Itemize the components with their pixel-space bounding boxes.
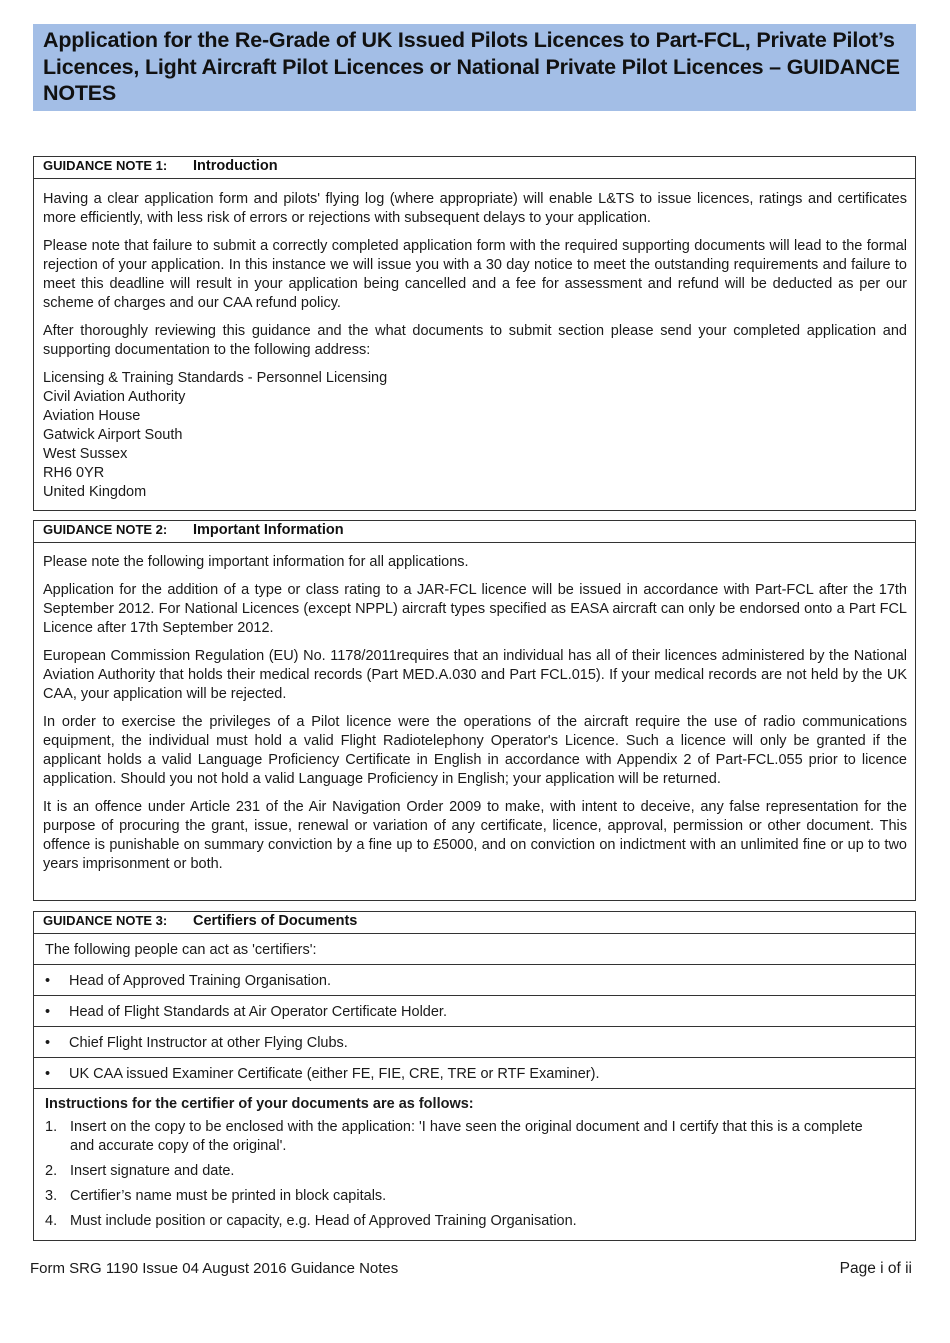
guidance-note-2-header (34, 521, 915, 543)
instruction-text: Insert signature and date. (70, 1163, 235, 1179)
guidance-note-1 (33, 156, 916, 511)
certifier-text: Head of Flight Standards at Air Operator Certificate Holder. (69, 1004, 447, 1020)
paragraph: After thoroughly reviewing this guidance and the what documents to submit section please send your completed application and supporting documentation to the following address: (43, 323, 907, 358)
paragraph: Application for the addition of a type or class rating to a JAR-FCL licence will be issued in accordance with Part-FCL after the 17th September 2012. For National Licences (except NPPL) aircraft types specified as EASA aircraft can only be endorsed onto a Part FCL Licence after 17th September 2012. (43, 582, 907, 636)
guidance-note-1-number: GUIDANCE NOTE 1: (43, 158, 168, 173)
certifier-item (34, 996, 915, 1027)
guidance-note-2-number: GUIDANCE NOTE 2: (43, 522, 168, 537)
guidance-note-3 (33, 911, 916, 1241)
address-line: Licensing & Training Standards - Personnel Licensing (43, 370, 388, 386)
guidance-note-2 (33, 520, 916, 901)
guidance-note-1-heading: Introduction (193, 158, 278, 174)
guidance-note-3-header (34, 912, 915, 934)
title-band (33, 24, 916, 111)
guidance-note-3-number: GUIDANCE NOTE 3: (43, 913, 168, 928)
address-line: United Kingdom (43, 484, 147, 500)
instruction-text: Certifier’s name must be printed in block capitals. (70, 1188, 387, 1204)
page-number: Page i of ii (839, 1260, 912, 1277)
certifier-text: UK CAA issued Examiner Certificate (either FE, FIE, CRE, TRE or RTF Examiner). (69, 1066, 600, 1082)
certifiers-intro (34, 934, 915, 965)
paragraph: It is an offence under Article 231 of the Air Navigation Order 2009 to make, with intent to deceive, any false representation for the purpose of procuring the grant, issue, renewal or variation of any certificate, licence, approval, permission or other document. This offence is punishable on summary conviction by a fine up to £5000, and on conviction on indictment with an unlimited fine or up to two years imprisonment or both. (43, 799, 907, 872)
instruction-text: Insert on the copy to be enclosed with the application: 'I have seen the original document and I certify that this is a complete and accurate copy of the original'. (70, 1119, 863, 1154)
instruction-item (45, 1187, 885, 1206)
instruction-text: Must include position or capacity, e.g. Head of Approved Training Organisation. (70, 1213, 577, 1229)
certifier-item (34, 1027, 915, 1058)
instruction-number: 1. (45, 1119, 58, 1135)
paragraph: European Commission Regulation (EU) No. 1178/2011requires that an individual has all of their licences administered by the National Aviation Authority that holds their medical records (Part MED.A.030 and Part FCL.015). If your medical records are not held by the UK CAA, your application will be rejected. (43, 648, 907, 702)
instructions-list (34, 1118, 915, 1231)
instruction-item (45, 1162, 885, 1181)
address-line: Aviation House (43, 408, 141, 424)
bullet: • (45, 973, 51, 989)
instruction-item (45, 1212, 885, 1231)
address-line: RH6 0YR (43, 465, 105, 481)
certifier-text: Head of Approved Training Organisation. (69, 973, 331, 989)
certifiers-intro-text: The following people can act as 'certifiers': (45, 942, 317, 958)
instruction-number: 3. (45, 1188, 58, 1204)
address-line: Gatwick Airport South (43, 427, 183, 443)
paragraph: Having a clear application form and pilots' flying log (where appropriate) will enable L&TS to issue licences, ratings and certificates more efficiently, with less risk of errors or rejections with subsequent delays to your application. (43, 191, 907, 226)
instructions-heading: Instructions for the certifier of your documents are as follows: (45, 1096, 474, 1112)
bullet: • (45, 1066, 51, 1082)
certifier-item (34, 965, 915, 996)
certifier-item (34, 1058, 915, 1089)
instruction-item (45, 1118, 885, 1156)
instruction-number: 2. (45, 1163, 58, 1179)
address-line: West Sussex (43, 446, 128, 462)
instruction-number: 4. (45, 1213, 58, 1229)
paragraph: Please note the following important information for all applications. (43, 554, 469, 570)
certifier-text: Chief Flight Instructor at other Flying Clubs. (69, 1035, 348, 1051)
guidance-note-1-header (34, 157, 915, 179)
paragraph: In order to exercise the privileges of a Pilot licence were the operations of the aircraft require the use of radio communications equipment, the individual must hold a valid Flight Radiotelephony Operator's Licence. Such a licence will only be granted if the applicant holds a valid Language Proficiency Certificate in English in accordance with Appendix 2 of Part-FCL.055 prior to licence application. Should you not hold a valid Language Proficiency in English; your application will be returned. (43, 714, 907, 787)
bullet: • (45, 1004, 51, 1020)
guidance-note-3-heading: Certifiers of Documents (193, 913, 358, 929)
guidance-note-2-heading: Important Information (193, 522, 344, 538)
mailing-address (43, 369, 907, 502)
bullet: • (45, 1035, 51, 1051)
form-reference: Form SRG 1190 Issue 04 August 2016 Guidance Notes (30, 1260, 399, 1277)
page-title: Application for the Re-Grade of UK Issued Pilots Licences to Part-FCL, Private Pilot’s Licences, Light Aircraft Pilot Licences or National Private Pilot Licences – GUIDANCE NOTES (43, 28, 900, 105)
address-line: Civil Aviation Authority (43, 389, 186, 405)
paragraph: Please note that failure to submit a correctly completed application form with the required supporting documents will lead to the formal rejection of your application. In this instance we will issue you with a 30 day notice to meet the outstanding requirements and failure to meet this deadline will result in your application being cancelled and a fee for assessment and refund will be deducted as per our scheme of charges and our CAA refund policy. (43, 238, 907, 311)
